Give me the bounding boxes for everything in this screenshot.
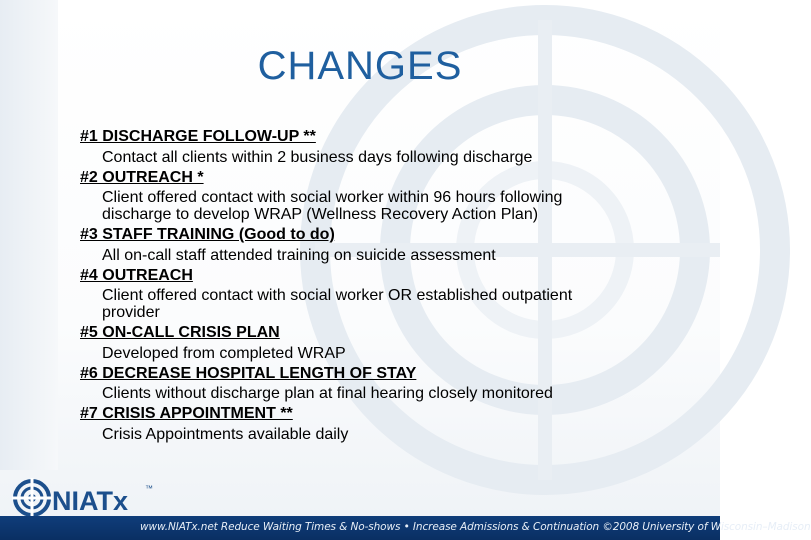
logo-wordmark: NIATx <box>52 486 129 516</box>
list-item <box>80 364 680 403</box>
footer <box>0 470 811 540</box>
slide-title <box>0 44 720 89</box>
changes-list <box>80 127 680 445</box>
item-description: All on-call staff attended training on suicide assessment <box>102 246 496 264</box>
logo-trademark: ™ <box>145 484 153 493</box>
list-item <box>80 168 680 224</box>
logo-target-icon <box>12 478 52 518</box>
item-heading: #3 STAFF TRAINING (Good to do) <box>80 226 335 243</box>
footer-tagline: www.NIATx.net Reduce Waiting Times & No-shows • Increase Admissions & Continuation ©2008 University of Wisconsin–Madison <box>140 521 811 533</box>
list-item <box>80 266 680 322</box>
item-description-line: Client offered contact with social worker within 96 hours following <box>102 189 563 206</box>
item-heading: #2 OUTREACH * <box>80 168 204 186</box>
item-description-line: provider <box>102 304 160 321</box>
item-heading: #7 CRISIS APPOINTMENT ** <box>80 405 293 422</box>
item-heading: #6 DECREASE HOSPITAL LENGTH OF STAY <box>80 364 417 382</box>
item-description: Developed from completed WRAP <box>102 344 346 362</box>
item-description: Contact all clients within 2 business days following discharge <box>102 148 533 166</box>
item-description-line: Client offered contact with social worker OR established outpatient <box>102 287 573 304</box>
list-item <box>80 323 680 362</box>
list-item <box>80 404 680 443</box>
item-description <box>80 287 680 321</box>
footer-bar <box>0 516 811 540</box>
item-heading: #4 OUTREACH <box>80 266 193 284</box>
item-heading: #5 ON-CALL CRISIS PLAN <box>80 324 280 341</box>
item-description: Clients without discharge plan at final hearing closely monitored <box>102 385 553 402</box>
slide-title-text: CHANGES <box>257 44 463 88</box>
item-description <box>80 189 680 223</box>
list-item <box>80 127 680 166</box>
list-item <box>80 225 680 264</box>
item-description: Crisis Appointments available daily <box>102 425 349 443</box>
item-description-line: discharge to develop WRAP (Wellness Recovery Action Plan) <box>102 206 539 223</box>
item-heading: #1 DISCHARGE FOLLOW-UP ** <box>80 128 316 145</box>
